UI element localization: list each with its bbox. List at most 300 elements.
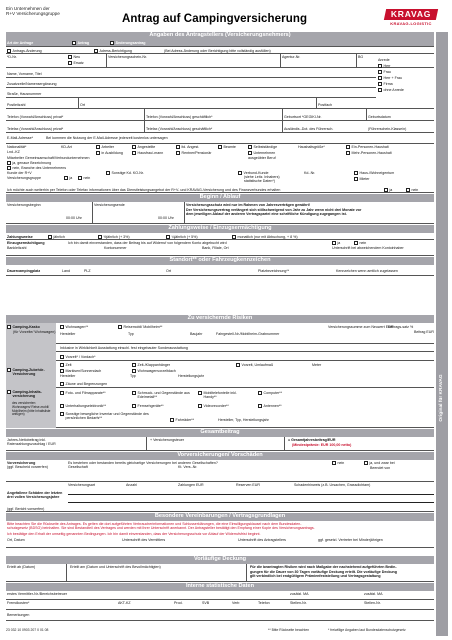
- nein-ds-label: nein: [411, 187, 419, 192]
- ende-uhr: 00:00 Uhr: [158, 216, 174, 220]
- geburtsort-label: Geburtsort *GEGIKI-Nr.: [284, 115, 322, 119]
- mieter-checkbox[interactable]: [354, 177, 358, 181]
- frau-checkbox[interactable]: [378, 70, 382, 74]
- gesamt-row: [6, 437, 434, 451]
- halb-option[interactable]: [98, 235, 130, 239]
- fernseh-label: Fernsehgeräte**: [137, 404, 164, 408]
- vorwahl-label: (siehe Leitz. Inhabers): [244, 175, 280, 179]
- ausbildung-checkbox[interactable]: [96, 151, 100, 155]
- besondere-row: [6, 521, 434, 548]
- nein-kunde-option[interactable]: [78, 176, 90, 180]
- kd-art-label: KD-Art: [61, 145, 72, 149]
- vorvers-nein-checkbox[interactable]: [332, 461, 336, 465]
- vermittler-unterschrift-label: Unterschrift des Vermittlers: [122, 538, 166, 542]
- zubehoer-hersteller-label: Hersteller: [60, 374, 76, 378]
- antrag-option[interactable]: [72, 41, 89, 45]
- besondere-text-2: schutzgesetz (BDSG) beinhalten. Sie sind Bestandteil des Vertrages und werden mit Ihrer Unterschrift anerkannt. Der Antragsteller bestätigt den Empfang einer Kopie des Versicherungsantrags.: [7, 526, 315, 530]
- divider: [282, 109, 283, 121]
- aenderung-hint: (Bei Adress-Änderung oder Berichtigung bitte vollständig ausfüllen): [164, 48, 271, 53]
- nat-block: [6, 144, 434, 186]
- anrede-group: [376, 55, 434, 99]
- divider: [106, 54, 107, 68]
- berichtigung-checkbox[interactable]: [94, 49, 98, 53]
- reisemobil-option[interactable]: [118, 325, 162, 329]
- zaune-checkbox[interactable]: [60, 382, 64, 386]
- zusatz-label: Zusatzzeile/Namensergänzung: [7, 82, 57, 86]
- mehr-person-checkbox[interactable]: [346, 151, 350, 155]
- schadenhinweis-label: Schadenhinweis (z.B. Ursachen, Grassdichtam): [294, 483, 371, 487]
- bg-label: BG: [358, 55, 364, 59]
- zelt-checkbox[interactable]: [60, 363, 64, 367]
- email-label: E-Mail-Adresse*: [7, 136, 33, 140]
- video-option[interactable]: [198, 404, 229, 408]
- herr-checkbox[interactable]: [378, 64, 382, 68]
- ja-genau-option[interactable]: [7, 161, 51, 165]
- konto-label: Kontonummer: [104, 246, 127, 250]
- konto-unterschrift-label: Unterschrift bei abweichendem Kontoinhaber: [332, 246, 404, 250]
- company-line-1: Ein Unternehmen der: [6, 6, 50, 11]
- divider: [366, 109, 367, 121]
- nat-label: Nationalität*: [7, 145, 27, 149]
- jaehrlich-label: jährlich: [53, 234, 65, 239]
- jaehrlich-checkbox[interactable]: [48, 235, 52, 239]
- fahrrad-option[interactable]: [170, 418, 194, 422]
- logo-subtext: KRAVAG-LOGISTIC: [390, 21, 432, 26]
- herr-frau-checkbox[interactable]: [378, 76, 382, 80]
- kasko-typ-label: Typ: [128, 332, 134, 336]
- vorvers-row: [6, 460, 434, 482]
- ltd-label: ltd. Angest.: [181, 145, 200, 149]
- telefon-row: [6, 109, 434, 121]
- vorzelt-umlauf-option[interactable]: [236, 363, 273, 367]
- fahrrad-label: Fahrräder**: [175, 418, 195, 422]
- ein-person-option[interactable]: [346, 145, 389, 149]
- fernseh-option[interactable]: [132, 404, 164, 408]
- foto-option[interactable]: [60, 391, 106, 395]
- zubehoer-row: [6, 361, 434, 388]
- vorzelt-umlauf-checkbox[interactable]: [236, 363, 240, 367]
- divider: [78, 98, 79, 109]
- aktkz-label: AKT-KZ: [118, 601, 131, 605]
- kasko-hersteller-label: Hersteller: [60, 332, 76, 336]
- sonstige-option[interactable]: [60, 412, 150, 420]
- section-vorversicherung: Vorversicherungen/ Vorschäden: [6, 452, 434, 460]
- viertel-label: ¼jährlich (+ 5%): [171, 234, 198, 239]
- rentner-checkbox[interactable]: [176, 151, 180, 155]
- zubehoer-label: Camping-Zubehör-Versicherung: [12, 368, 45, 377]
- markisen-option[interactable]: [60, 369, 101, 373]
- hausfrau-checkbox[interactable]: [132, 151, 136, 155]
- deckung-text-3: gilt verbindlich bei endgültigem Prämienfeststellung und Vertragsgestaltung: [250, 574, 381, 578]
- selbst-label: Selbstständige: [253, 145, 278, 149]
- section-antragsteller: Angaben des Antragstellers (Versicherungsnehmers): [6, 32, 434, 40]
- eigentum-label: Haus-/Wohneigentum: [359, 171, 395, 175]
- spacer: [6, 344, 56, 352]
- vers-nr-label: Versicherungsschein-Nr.: [108, 55, 147, 59]
- section-intern: Interne statistische Daten: [6, 583, 434, 591]
- sparte-label: Versicherungsart: [68, 483, 95, 487]
- ein-person-checkbox[interactable]: [346, 145, 350, 149]
- einzug-label: Einzugsermächtigung: [7, 241, 45, 245]
- zubehoer-option[interactable]: [7, 368, 49, 376]
- antennen-option[interactable]: [258, 404, 282, 408]
- zaune-label: Zäune und Begrenzungen: [65, 382, 108, 386]
- vorvers-ja-option[interactable]: [364, 461, 395, 465]
- zusatz-row: [6, 78, 376, 88]
- divider: [280, 54, 281, 68]
- kd-mehr-checkbox[interactable]: [106, 171, 110, 175]
- art-label: Art der Anfrage: [7, 41, 34, 45]
- standort-ort-label: Ort: [166, 269, 171, 273]
- ja-genau-checkbox[interactable]: [7, 161, 11, 165]
- inhalt-option[interactable]: [7, 390, 53, 398]
- section-risiken: Zu versichernde Risiken: [6, 315, 434, 323]
- eigentum-checkbox[interactable]: [354, 171, 358, 175]
- ltd-option[interactable]: [176, 145, 199, 149]
- tel-privat-label: Telefon (Vorwahl/Anschluss) privat*: [7, 115, 64, 119]
- wohnwagen-option[interactable]: [60, 325, 88, 329]
- selbst-option[interactable]: [248, 145, 277, 149]
- vorvers-ja-label: ja, und zwar bei: [369, 461, 395, 465]
- zahlungsweise-label: Zahlungsweise: [7, 234, 33, 239]
- klappanhaenger-label: Zelt-/Klappanhänger: [137, 363, 171, 367]
- sonstige-checkbox[interactable]: [60, 412, 64, 416]
- schaden-row: [6, 482, 434, 512]
- unterhaltung-option[interactable]: [60, 404, 106, 408]
- inhalt-sub-label: des versicherten Wohnwagen/ Reise-mobil/ Mobilheim (bitte Inhaltsliste anfügen): [12, 401, 51, 417]
- antrag-checkbox[interactable]: [72, 41, 76, 45]
- vorzelt-option[interactable]: [60, 355, 95, 359]
- inhalt-checkbox[interactable]: [7, 390, 11, 394]
- viertel-checkbox[interactable]: [166, 235, 170, 239]
- klappanhaenger-checkbox[interactable]: [132, 363, 136, 367]
- divider: [66, 564, 67, 582]
- klappanhaenger-option[interactable]: [132, 363, 170, 367]
- jaehrlich-option[interactable]: [48, 235, 65, 239]
- geburtsdatum-label: Geburtsdatum: [368, 115, 391, 119]
- wohnwagen-checkbox[interactable]: [60, 325, 64, 329]
- jahres-label: Jahres-Nettobeitrag inkl. Ratenzahlungszuschlag / EUR: [7, 438, 56, 447]
- firma-label: Firma: [383, 82, 393, 86]
- unternehmen-label: Unternehmen: [253, 151, 276, 155]
- header: [6, 4, 438, 30]
- stellenr-label: Stellen-Nr.: [290, 601, 307, 605]
- angestellte-checkbox[interactable]: [132, 145, 136, 149]
- nein-kunde-label: nein: [83, 176, 91, 180]
- einzug-ja-label: ja: [337, 241, 341, 245]
- herr-frau-option[interactable]: [378, 76, 402, 80]
- wohnwagenvor-checkbox[interactable]: [132, 369, 136, 373]
- statistik-label: statistische Daten*): [244, 179, 275, 183]
- schmuck-checkbox[interactable]: [132, 391, 136, 395]
- gesetz-vertreter-label: ggf. gesetzl. Vertreter bei Minderjährigen: [318, 538, 383, 542]
- herr-option[interactable]: [378, 64, 391, 68]
- vorvers-label: Vorversicherung: [7, 461, 36, 465]
- bemerkungen-label: Bemerkungen: [7, 613, 30, 617]
- viertel-option[interactable]: [166, 235, 198, 239]
- sidebar-vertical-text: Original für KRAVAG: [439, 374, 444, 422]
- mehr-person-option[interactable]: [346, 151, 392, 155]
- kd-mehr-label: Sonstige Kd. KO-Nr.: [111, 171, 144, 175]
- einzug-nein-label: nein: [359, 241, 367, 245]
- antennen-label: Antennen**: [263, 404, 282, 408]
- markisen-label: Markisen/Sonnendach: [65, 369, 102, 373]
- firma-option[interactable]: [378, 82, 393, 86]
- email-row: [6, 133, 434, 144]
- kd-nr-label: Kd.-Nr.: [304, 171, 316, 175]
- kennzeichen-label: Kennzeichen wenn amtlich zugelassen: [336, 269, 398, 273]
- verbund-checkbox[interactable]: [238, 171, 242, 175]
- ja-ds-label: ja: [389, 187, 393, 192]
- vorzelt-umlauf-label: Vorzelt, Umlaufmaß: [241, 363, 274, 367]
- divider: [282, 121, 283, 133]
- anfrage-checkbox[interactable]: [110, 41, 114, 45]
- ja-kunde-checkbox[interactable]: [64, 176, 68, 180]
- arbeiter-option[interactable]: [96, 145, 114, 149]
- vn-nr-label: *D-Nr.: [7, 55, 17, 59]
- ort-datum-label: Ort, Datum: [7, 538, 25, 542]
- einzug-nein-checkbox[interactable]: [354, 241, 358, 245]
- company-info: [6, 6, 60, 17]
- ja-ds-option[interactable]: [384, 188, 392, 192]
- neu2-option[interactable]: [68, 55, 80, 59]
- besondere-text-3: Ich bestätige den Erhalt der umseitig genannten Bedingungen. Ich bin damit einverstanden, dass der Versicherungsschutz vor Ablauf der Widerrufsfrist beginnt.: [7, 532, 261, 536]
- schaden-line: [68, 502, 434, 503]
- monatlich-checkbox[interactable]: [232, 235, 236, 239]
- divider: [144, 109, 145, 121]
- bestehen-text: Es bestehen oder bestanden bereits gleichartige Versicherungen bei anderen Gesellschaften?: [68, 461, 218, 465]
- beginn-hint-2: Der Versicherungsvertrag verlängert sich stillschweigend von Jahr zu Jahr wenn nicht drei Monate vor: [186, 207, 362, 212]
- vorvers-nein-option[interactable]: [332, 461, 344, 465]
- vorzelt-checkbox[interactable]: [60, 355, 64, 359]
- vorzelt-label: Vorzelt* / Vordach*: [65, 354, 96, 359]
- gesellschaft-label: Gesellschaft: [68, 465, 88, 469]
- zelt-option[interactable]: [60, 363, 72, 367]
- beitragssatz-label: Beitrags-satz %: [388, 325, 414, 329]
- form-number: 23 032 10 0903 207 0 01 08: [6, 628, 49, 632]
- computer-checkbox[interactable]: [258, 391, 262, 395]
- intern-telefon-label: Telefon: [258, 601, 270, 605]
- antennen-checkbox[interactable]: [258, 404, 262, 408]
- beginn-uhr: 00:00 Uhr: [66, 216, 82, 220]
- standort-row: [6, 265, 434, 276]
- video-checkbox[interactable]: [198, 404, 202, 408]
- zaune-option[interactable]: [60, 382, 107, 386]
- einzug-row: [6, 240, 434, 256]
- herr-frau-label: Herr + Frau: [383, 76, 402, 80]
- rentner-label: Rentner/Pensionär: [181, 151, 212, 155]
- vn-row: [6, 54, 434, 68]
- divider: [284, 437, 285, 451]
- mieter-option[interactable]: [354, 177, 370, 181]
- fahrgestell-label: Fahrgestell-Nr./Mobilheim-Grabnummer: [216, 332, 280, 336]
- computer-label: Computer**: [263, 391, 283, 395]
- section-gesamt: Gesamtbeitrag: [6, 429, 434, 437]
- zubehoer-jahr-label: Herstellungsjahr: [178, 374, 204, 378]
- divider: [184, 202, 185, 224]
- berichtigung-option[interactable]: [94, 49, 132, 53]
- intern-row-1: [6, 591, 434, 600]
- schmuck-option[interactable]: [132, 391, 196, 399]
- einzug-ja-option[interactable]: [332, 241, 340, 245]
- erteilt2-label: Erteilt am (Datum und Unterschrift des Bevollmächtigten): [70, 565, 161, 569]
- standort-plz-label: PLZ: [84, 269, 91, 273]
- anfrage-label: Änderungsantrag: [115, 41, 146, 45]
- mieter-label: Mieter: [359, 177, 370, 181]
- zubehoer-checkbox[interactable]: [7, 368, 11, 372]
- vorvers-sub-label: (ggf. Bescheid vorwerfen): [7, 465, 48, 469]
- kravag-logo: [383, 5, 439, 30]
- beamte-checkbox[interactable]: [218, 145, 222, 149]
- neu-checkbox[interactable]: [7, 49, 11, 53]
- fernseh-checkbox[interactable]: [132, 404, 136, 408]
- anzahl-label: Anzahl: [126, 483, 137, 487]
- besondere-text-1: Bitte beachten Sie die Rückseite des Antrages. Es gelten die dort aufgeführten Verbraucherinformationen und Schlusserklärungen, die eine Einwilligungsklausel nach dem Bundesdaten-: [7, 522, 302, 526]
- unternehmen-checkbox[interactable]: [248, 151, 252, 155]
- sidebar-strip: [436, 32, 448, 636]
- nein-kunde-checkbox[interactable]: [78, 176, 82, 180]
- halb-label: ½jährlich (+ 3%): [103, 234, 130, 239]
- beruf-label: ausgeübter Beruf: [248, 156, 276, 160]
- frau-option[interactable]: [378, 70, 391, 74]
- nein-branche-option[interactable]: [7, 166, 66, 170]
- divider: [144, 121, 145, 133]
- kasko-sub-label: (für Vorzelte/ Wohnwagen): [13, 330, 56, 334]
- logo-text: KRAVAG: [390, 9, 432, 19]
- firma-checkbox[interactable]: [378, 82, 382, 86]
- schaden-line: [68, 494, 434, 495]
- kasko-label: Camping-Kasko: [12, 325, 40, 329]
- zahlungen-label: Zahlungen EUR: [178, 483, 204, 487]
- divider: [246, 564, 247, 582]
- zusatz-ma2-label: zusätzl. MA: [364, 592, 383, 596]
- ersatz-label: Ersatz: [73, 61, 84, 65]
- anrede-label: Anrede: [378, 58, 390, 62]
- berichtigung-label: Adress-Berichtigung: [99, 48, 132, 53]
- platznummer-label: Platzbezeichnung**: [258, 269, 290, 273]
- mobil-checkbox[interactable]: [198, 391, 202, 395]
- einzug-nein-option[interactable]: [354, 241, 366, 245]
- dauercamping-label: Dauercampingplatz: [7, 269, 41, 273]
- verbund-label: Verbund-Kunde: [243, 171, 269, 175]
- inhalt-label: Camping-Inhalts-versicherung: [12, 390, 42, 399]
- ohne-option[interactable]: [378, 88, 404, 92]
- ersatz-option[interactable]: [68, 61, 84, 65]
- beamte-option[interactable]: [218, 145, 236, 149]
- ausweis-label: Ausländis.-Dot. des Führersch.: [284, 127, 334, 131]
- mobil-option[interactable]: [198, 391, 248, 399]
- markisen-checkbox[interactable]: [60, 369, 64, 373]
- divider: [146, 437, 147, 451]
- nein-branche-checkbox[interactable]: [7, 166, 11, 170]
- ohne-label: ohne Anrede: [383, 88, 404, 92]
- unternehmen-option[interactable]: [248, 151, 275, 155]
- datenschutz-row: [6, 186, 434, 193]
- beendet-label: Beendet von: [370, 466, 391, 470]
- vorvers-ja-checkbox[interactable]: [364, 461, 368, 465]
- kasko-baujahr-label: Baujahr: [190, 332, 203, 336]
- erteilt-label: Erteilt ab (Datum): [7, 565, 36, 569]
- beamte-label: Beamte: [223, 145, 236, 149]
- computer-option[interactable]: [258, 391, 282, 395]
- inhalt-hersteller-label: Hersteller, Typ, Herstellungsjahr: [218, 418, 269, 422]
- anfrage-option[interactable]: [110, 41, 145, 45]
- foto-label: Foto- und Filmapparate**: [65, 391, 106, 395]
- halb-checkbox[interactable]: [98, 235, 102, 239]
- ja-ds-checkbox[interactable]: [384, 188, 388, 192]
- lnd-label: Lnd.-KZ: [7, 150, 20, 154]
- kd-mehr-option[interactable]: [106, 171, 144, 175]
- fahrrad-checkbox[interactable]: [170, 418, 174, 422]
- ende-label: Versicherungsende: [94, 203, 125, 207]
- section-besondere: Besondere Vereinbarungen / Vertragsgrundlagen: [6, 513, 434, 521]
- ja-kunde-option[interactable]: [64, 176, 72, 180]
- neu-option[interactable]: [7, 49, 42, 53]
- zahlungsweise-row: [6, 233, 434, 240]
- ltd-checkbox[interactable]: [176, 145, 180, 149]
- section-deckung: Vorläufige Deckung: [6, 556, 434, 564]
- selbst-checkbox[interactable]: [248, 145, 252, 149]
- ja-kunde-label: ja: [69, 176, 73, 180]
- unterhaltung-checkbox[interactable]: [60, 404, 64, 408]
- neu2-checkbox[interactable]: [68, 55, 72, 59]
- fax-row: [6, 121, 434, 133]
- vorvers-nr-label: Kt. Vers.-Nr.: [178, 465, 198, 469]
- unterhaltung-label: Unterhaltungselektronik**: [65, 404, 107, 408]
- nein-ds-option[interactable]: [406, 188, 418, 192]
- reisemobil-checkbox[interactable]: [118, 325, 122, 329]
- mitarbeiter-label: Mitarbeiter Gemeinsamschaft/Verbundunternehmen: [7, 156, 90, 160]
- name-row: [6, 68, 376, 78]
- rentner-option[interactable]: [176, 151, 211, 155]
- kasko-checkbox[interactable]: [7, 325, 11, 329]
- gesamt-option: = Gesamtjahresbeitrag/EUR: [288, 438, 336, 442]
- wohnwagenvor-option[interactable]: [132, 369, 176, 373]
- page-title: Antrag auf Campingversicherung: [122, 13, 308, 25]
- fuehrerschein-label: (Führerschein-Klasse/n): [368, 127, 407, 131]
- verb-label: Verb: [232, 601, 240, 605]
- divider: [92, 202, 93, 224]
- foto-checkbox[interactable]: [60, 391, 64, 395]
- hausfrau-option[interactable]: [132, 151, 163, 155]
- antrag-label: Antrag: [77, 41, 90, 45]
- antragsteller-unterschrift-label: Unterschrift des Antragstellers: [238, 538, 286, 542]
- angestellte-option[interactable]: [132, 145, 155, 149]
- section-zahlung: Zahlungsweise / Einzugsermächtigung: [6, 225, 434, 233]
- monatlich-option[interactable]: [232, 235, 298, 239]
- angestellte-label: Angestellte: [137, 145, 156, 149]
- kasko-option[interactable]: [7, 325, 40, 329]
- sonstige-label: Sonstige bewegliche Inventar und Gegenstände des persönlichen Bedarfs**: [65, 412, 149, 421]
- tel-gesch-label: Telefon (Vorwahl/Anschluss) geschäftlich*: [146, 115, 213, 119]
- nein-ds-checkbox[interactable]: [406, 188, 410, 192]
- intern-row-3: [6, 610, 434, 621]
- fax-gesch-label: Telefax (Vorwahl/Anschluss) geschäftlich*: [146, 127, 213, 131]
- schaden-label: Angefallene Schäden der letzten drei vollen Versicherungsjahre: [7, 491, 63, 500]
- einzug-ja-checkbox[interactable]: [332, 241, 336, 245]
- ausbildung-option[interactable]: [96, 151, 123, 155]
- deckung-text-2: gungen für die Dauer von 30 Tagen vorläufige Deckung erteilt. Die vorläufige Deckung: [250, 569, 397, 574]
- name-label: Name, Vorname, Titel: [7, 72, 42, 76]
- arbeiter-checkbox[interactable]: [96, 145, 100, 149]
- ohne-checkbox[interactable]: [378, 88, 382, 92]
- eigentum-option[interactable]: [354, 171, 394, 175]
- freiwillig-note: * freiwillige Angaben laut Bundesdatenschutzgesetz: [328, 628, 406, 632]
- ersatz-checkbox[interactable]: [68, 61, 72, 65]
- steuer-option: + Versicherungsteuer: [150, 438, 185, 442]
- neu2-label: Neu: [73, 55, 81, 59]
- section-standort: Standort** oder Fahrzeugkennzeichen: [6, 257, 434, 265]
